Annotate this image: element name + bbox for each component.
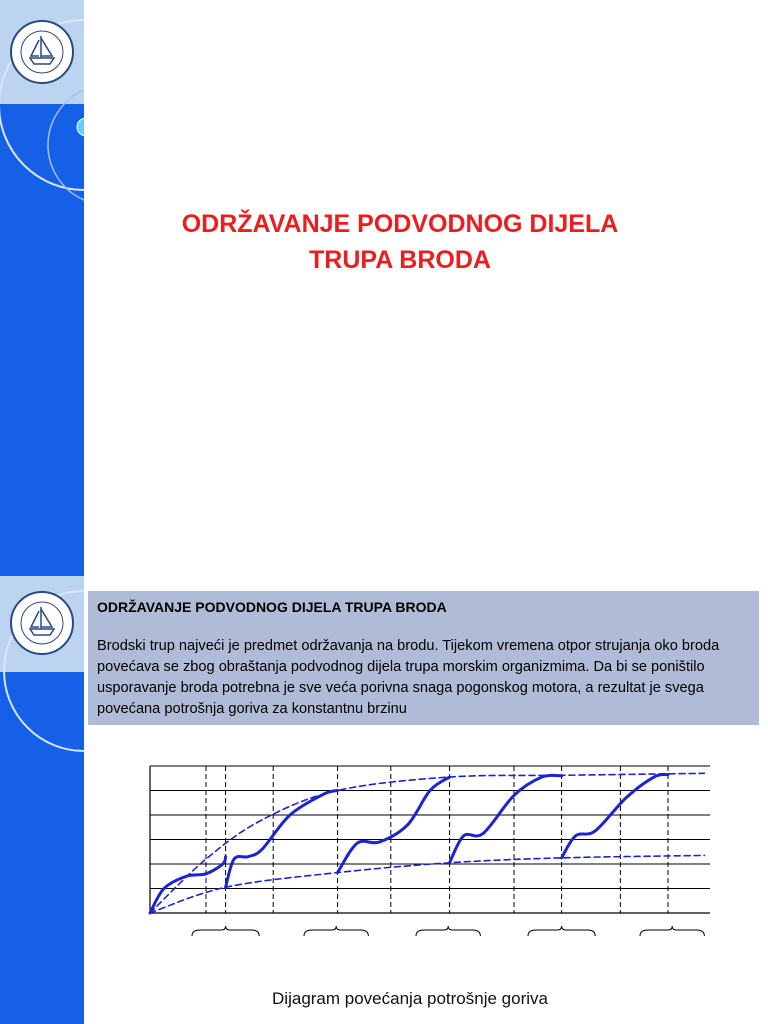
maintenance-interval-brace xyxy=(192,926,259,936)
maintenance-interval-brace xyxy=(416,926,480,936)
series-line-fuel-consumption xyxy=(226,791,338,888)
university-seal-icon xyxy=(11,592,73,654)
chart-caption: Dijagram povećanja potrošnje goriva xyxy=(272,989,548,1008)
series-line-fuel-consumption xyxy=(450,775,562,863)
blue-sidebar xyxy=(0,0,84,576)
blue-sidebar xyxy=(0,576,84,1024)
textbox-heading: ODRŽAVANJE PODVODNOG DIJELA TRUPA BRODA xyxy=(97,599,447,615)
slide-title-line2: TRUPA BRODA xyxy=(309,246,491,274)
maintenance-interval-brace xyxy=(528,926,595,936)
textbox-body: Brodski trup najveći je predmet održavanja na brodu. Tijekom vremena otpor strujanja oko broda povećava se zbog obraštanja podvodnog dijela trupa morskim organizmima. Da bi se poništilo usporavanje broda potrebna je sve veća porivna snaga pogonskog motora, a rezultat je svega povećana potrošnja goriva za konstantnu brzinu xyxy=(97,638,720,717)
series-line-fuel-consumption xyxy=(338,777,450,873)
maintenance-interval-brace xyxy=(640,926,704,936)
maintenance-interval-brace xyxy=(304,926,368,936)
fuel-consumption-chart xyxy=(130,756,720,941)
university-seal-icon xyxy=(11,21,73,83)
content-slide xyxy=(0,576,768,1024)
series-line-fuel-consumption xyxy=(150,857,226,913)
slide-title-line1: ODRŽAVANJE PODVODNOG DIJELA xyxy=(181,210,619,238)
sidebar-graphic xyxy=(0,576,84,1024)
sidebar-graphic xyxy=(0,0,84,576)
intro-textbox xyxy=(88,591,759,725)
slide-title xyxy=(110,206,690,278)
series-line-fuel-consumption xyxy=(562,774,668,857)
